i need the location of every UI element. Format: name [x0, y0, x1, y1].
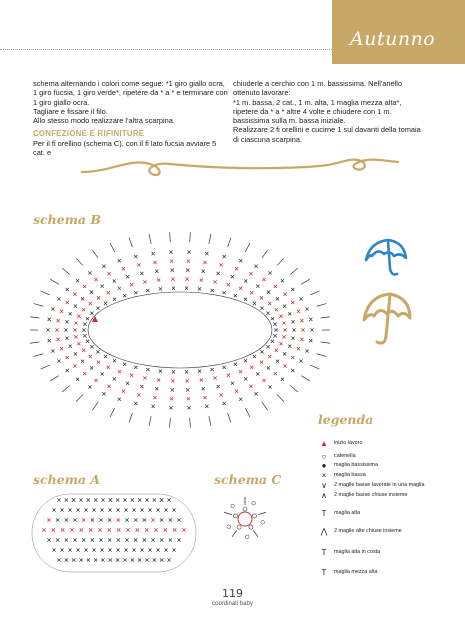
legend-item-label: maglia bassa: [334, 472, 366, 478]
single-crochet-x-icon: ×: [321, 470, 327, 480]
increase-v-icon: ∨: [321, 480, 327, 490]
legend: [318, 412, 373, 431]
decrease-caret-icon: ∧: [321, 490, 327, 500]
chain-oval-icon: ○: [321, 451, 327, 461]
legend-item-label: maglia alta in costa: [334, 549, 381, 555]
schema-a-diagram: [30, 488, 200, 578]
legend-item: [318, 507, 360, 519]
legend-item-label: maglia mezza alta: [334, 569, 378, 575]
double-crochet-icon: T: [321, 508, 327, 518]
legend-item-label: 2 maglie basse lavorate in una maglia: [334, 482, 425, 488]
decorative-swirl-divider: [80, 150, 400, 180]
schema-a-label: schema A: [33, 472, 101, 487]
paragraph: Per il fi orellino (schema C), con il fi lato fucsia avviare 5 cat. e: [33, 138, 217, 158]
legend-item-label: 2 maglie alte chiuse insieme: [334, 528, 402, 534]
paragraph: schema alternando i colori come segue: *1 giro giallo ocra, 1 giro fucsia, 1 giro verde*, ripetere da * a * e terminare con 1 giro giallo ocra.: [33, 79, 228, 107]
slip-stitch-dot-icon: ●: [321, 460, 327, 470]
section-tab: [332, 0, 465, 64]
legend-item: [318, 525, 402, 537]
double-crochet-decrease-icon: ⋀: [320, 526, 328, 536]
legend-item: [318, 489, 407, 501]
legend-item: [318, 566, 377, 578]
text-column-right: [233, 79, 428, 144]
legend-item-label: maglia alta: [334, 510, 361, 516]
paragraph: Realizzare 2 fi orellini e cucirne 1 sul davanti della tomaia di ciascuna scarpina.: [233, 125, 421, 144]
paragraph: Tagliare e fissare il filo.: [33, 106, 108, 116]
legend-item: [318, 437, 362, 449]
book-title: coordinati baby: [212, 601, 253, 607]
text-column-left: [33, 79, 228, 157]
blue-umbrella-icon: [362, 236, 408, 282]
legend-item-label: inizio lavoro: [334, 440, 363, 446]
schema-b-label: schema B: [33, 212, 101, 227]
red-triangle-icon: ▲: [320, 438, 328, 448]
schema-b-diagram: [30, 218, 330, 458]
legend-title: legenda: [318, 412, 374, 427]
paragraph: Allo stesso modo realizzare l'altra scarpina.: [33, 116, 175, 126]
schema-c-diagram: [210, 484, 280, 554]
legend-item-label: 2 maglie basse chiuse insieme: [334, 492, 408, 498]
header-dotted-rule: [0, 49, 332, 50]
section-heading: CONFEZIONE E RIFINITURE: [33, 129, 145, 139]
page-number: 119: [222, 587, 243, 600]
schema-c-label: schema C: [214, 472, 282, 487]
section-title: Autunno: [350, 28, 436, 50]
double-crochet-back-loop-icon: T: [321, 547, 327, 557]
legend-item-label: catenella: [334, 453, 356, 459]
paragraph: chiuderle a cerchio con 1 m. bassissima. Nell'anello ottenuto lavorare:: [233, 79, 403, 98]
legend-item-label: maglia bassissima: [334, 462, 379, 468]
gold-umbrella-icon: [360, 290, 414, 352]
legend-item: [318, 546, 380, 558]
half-double-crochet-icon: T: [321, 567, 327, 577]
paragraph: *1 m. bassa, 2 cat., 1 m. alta, 1 maglia mezza alta*, ripetere da * a * altre 4 volte e chiudere con 1 m. bassissima sulla m. bassa iniziale.: [233, 97, 402, 126]
